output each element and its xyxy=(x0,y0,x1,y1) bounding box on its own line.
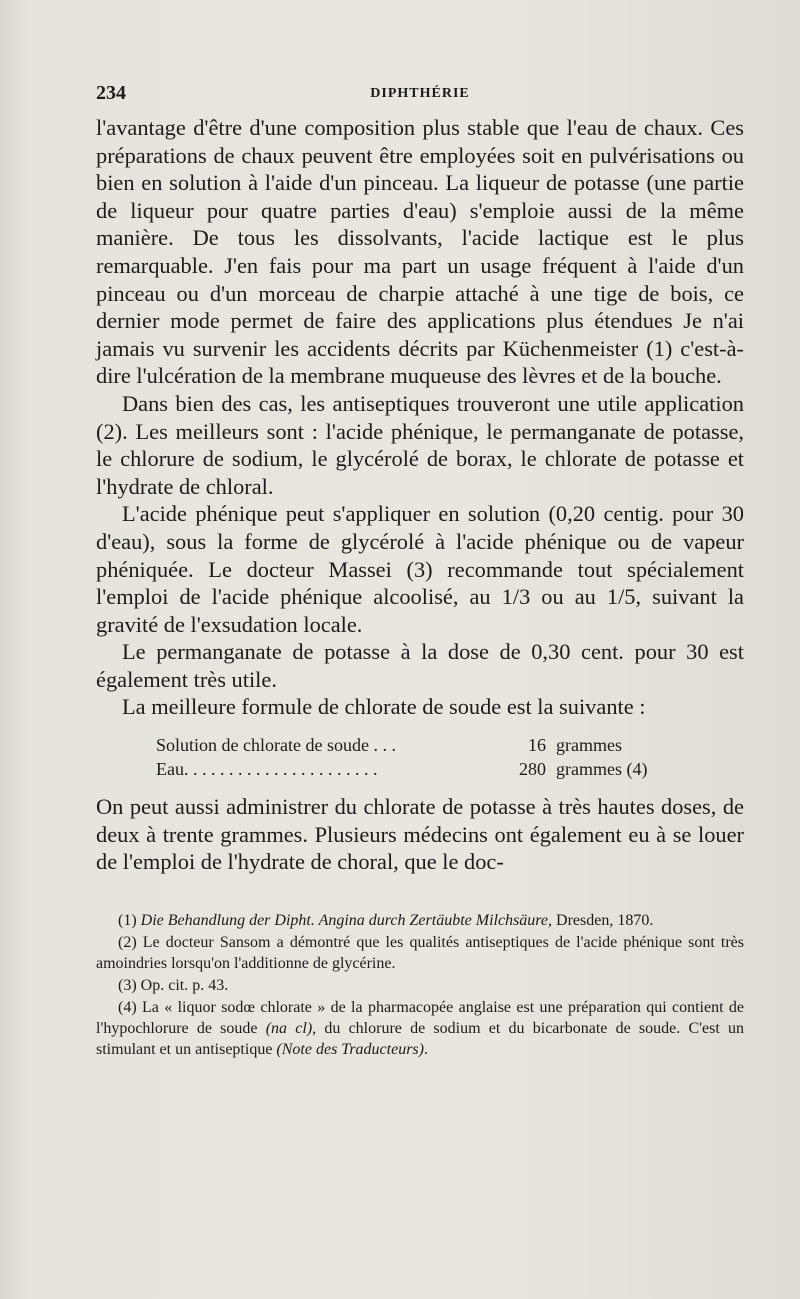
paragraph-lime-preparations: l'avantage d'être d'une composition plus stable que l'eau de chaux. Ces préparations de chaux peuvent être employées soit en pulvérisations ou bien en solution à l'aide d'un pinceau. La liqueur de potasse (une partie de liqueur pour quatre parties d'eau) s'emploie aussi de la même manière. De tous les dissolvants, l'acide lactique est le plus remarquable. J'en fais pour ma part un usage fréquent à l'aide d'un pinceau ou d'un morceau de charpie attaché à une tige de bois, ce dernier mode permet de faire des applications plus étendues Je n'ai jamais vu survenir les accidents décrits par Küchenmeister (1) c'est-à-dire l'ulcération de la membrane muqueuse des lèvres et de la bouche. xyxy=(96,115,744,389)
paragraph-permanganate: Le permanganate de potasse à la dose de 0,30 cent. pour 30 est également très utile. xyxy=(96,639,744,692)
footnote-3: (3) Op. cit. p. 43. xyxy=(118,976,229,994)
formula-quantity: 16 xyxy=(528,735,546,756)
footnote-4-attribution: (Note des Traducteurs) xyxy=(276,1040,424,1058)
formula-unit: grammes xyxy=(556,735,622,756)
footnote-4-period: . xyxy=(423,1040,428,1058)
running-title: DIPHTHÉRIE xyxy=(370,86,470,101)
paragraph-antiseptics: Dans bien des cas, les antiseptiques trouveront une utile application (2). Les meilleurs sont : l'acide phénique, le permanganate de potasse, le chlorure de sodium, le glycérolé de borax, le chlorate de potasse et l'hydrate de chloral. xyxy=(96,390,744,499)
paragraph-formula-intro: La meilleure formule de chlorate de soude est la suivante : xyxy=(122,694,646,720)
footnote-1-place: Dresden, 1870. xyxy=(556,911,654,929)
formula-row xyxy=(156,733,744,757)
formula-quantity: 280 xyxy=(519,759,546,780)
main-text xyxy=(96,114,744,876)
footnote-4-text: (4) La « liquor sodœ chlorate » de la pharmacopée anglaise est une préparation qui contient de l'hypochlorure de soude xyxy=(96,998,744,1037)
footnote-4-formula: (na cl) xyxy=(265,1019,313,1037)
footnote-1-title: Die Behandlung der Dipht. Angina durch Zertäubte Milchsäure, xyxy=(140,911,553,929)
formula-row xyxy=(156,757,744,781)
paragraph-potassium-chlorate: On peut aussi administrer du chlorate de potasse à très hautes doses, de deux à trente grammes. Plusieurs médecins ont également eu à se louer de l'emploi de l'hydrate de choral, que le doc- xyxy=(96,794,744,875)
footnote-2: (2) Le docteur Sansom a démontré que les qualités antiseptiques de l'acide phénique sont très amoindries lorsqu'on l'additionne de glycérine. xyxy=(96,933,744,972)
formula-ingredient: Eau. . . . . . . . . . . . . . . . . . . . . . xyxy=(156,759,378,780)
footnote-4 xyxy=(96,997,744,1060)
formula-ingredient: Solution de chlorate de soude . . . xyxy=(156,735,396,756)
page-number: 234 xyxy=(96,82,126,104)
footnote-1-number: (1) xyxy=(118,911,137,929)
formula-table xyxy=(156,733,744,781)
formula-unit: grammes (4) xyxy=(556,759,648,780)
page-header xyxy=(96,74,744,114)
footnote-4-text-cont: , du chlorure de sodium et du bicarbonate de soude. C'est un stimulant et un antiseptique xyxy=(96,1019,744,1058)
footnotes xyxy=(96,910,744,1060)
paragraph-phenic-acid: L'acide phénique peut s'appliquer en solution (0,20 centig. pour 30 d'eau), sous la forme de glycérolé à l'acide phénique ou de vapeur phéniquée. Le docteur Massei (3) recommande tout spécialement l'emploi de l'acide phénique alcoolisé, au 1/3 ou au 1/5, suivant la gravité de l'exsudation locale. xyxy=(96,501,744,637)
footnote-1 xyxy=(96,910,744,931)
